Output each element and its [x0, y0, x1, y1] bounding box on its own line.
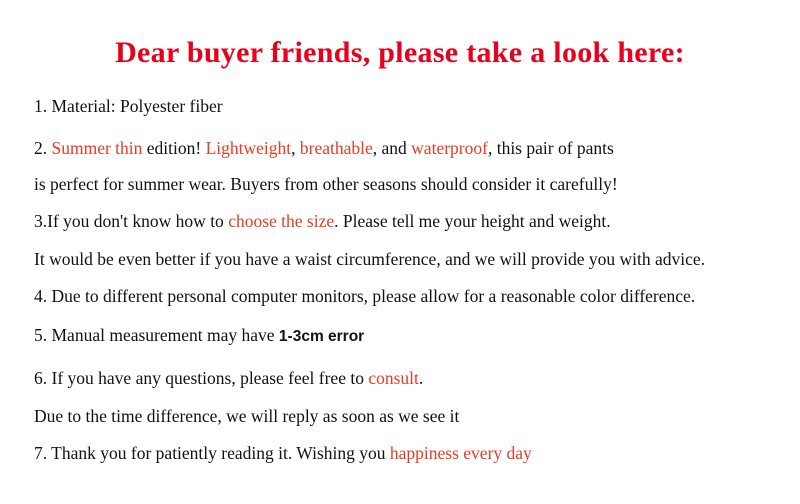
text-segment: 3.If you don't know how to: [34, 211, 229, 231]
notice-line-waist-advice: [34, 249, 794, 269]
text-segment: 4. Due to different personal computer monitors, please allow for a reasonable color difference.: [34, 286, 696, 306]
text-segment-red: happiness every day: [389, 443, 532, 463]
text-segment: .: [418, 368, 424, 388]
text-segment-red: Summer thin: [51, 138, 143, 158]
text-segment: 5. Manual measurement may have: [34, 325, 279, 345]
text-segment: 6. If you have any questions, please feel free to: [34, 368, 369, 388]
notice-line-time-difference: [34, 406, 794, 426]
text-segment: edition!: [142, 138, 206, 158]
text-segment: Due to the time difference, we will reply as soon as we see it: [34, 406, 460, 426]
notice-line-size-help: [34, 211, 794, 231]
text-segment: 1. Material: Polyester fiber: [34, 96, 223, 116]
page-title: Dear buyer friends, please take a look here:: [115, 36, 685, 69]
text-segment: is perfect for summer wear. Buyers from other seasons should consider it carefully!: [34, 174, 618, 194]
notice-line-measurement-error: [34, 325, 794, 347]
text-segment-red: waterproof: [411, 138, 488, 158]
text-segment: . Please tell me your height and weight.: [334, 211, 611, 231]
text-segment-red: consult: [368, 368, 419, 388]
notice-line-material: [34, 96, 794, 116]
notice-line-summer-wear-note: [34, 174, 794, 194]
text-segment-bold: 1-3cm error: [278, 328, 365, 345]
text-segment: , and: [372, 138, 412, 158]
text-segment: , this pair of pants: [487, 138, 614, 158]
notice-line-questions-consult: [34, 368, 794, 388]
notice-line-summer-thin-intro: [34, 138, 794, 158]
text-segment-red: Lightweight: [205, 138, 292, 158]
text-segment: 7. Thank you for patiently reading it. Wishing you: [34, 443, 390, 463]
text-segment-red: breathable: [299, 138, 373, 158]
notice-line-color-difference: [34, 286, 794, 306]
text-segment: 2.: [34, 138, 52, 158]
text-segment-red: choose the size: [228, 211, 335, 231]
text-segment: It would be even better if you have a waist circumference, and we will provide you with advice.: [34, 249, 706, 269]
text-segment: ,: [291, 138, 300, 158]
notice-line-thank-you: [34, 443, 794, 463]
